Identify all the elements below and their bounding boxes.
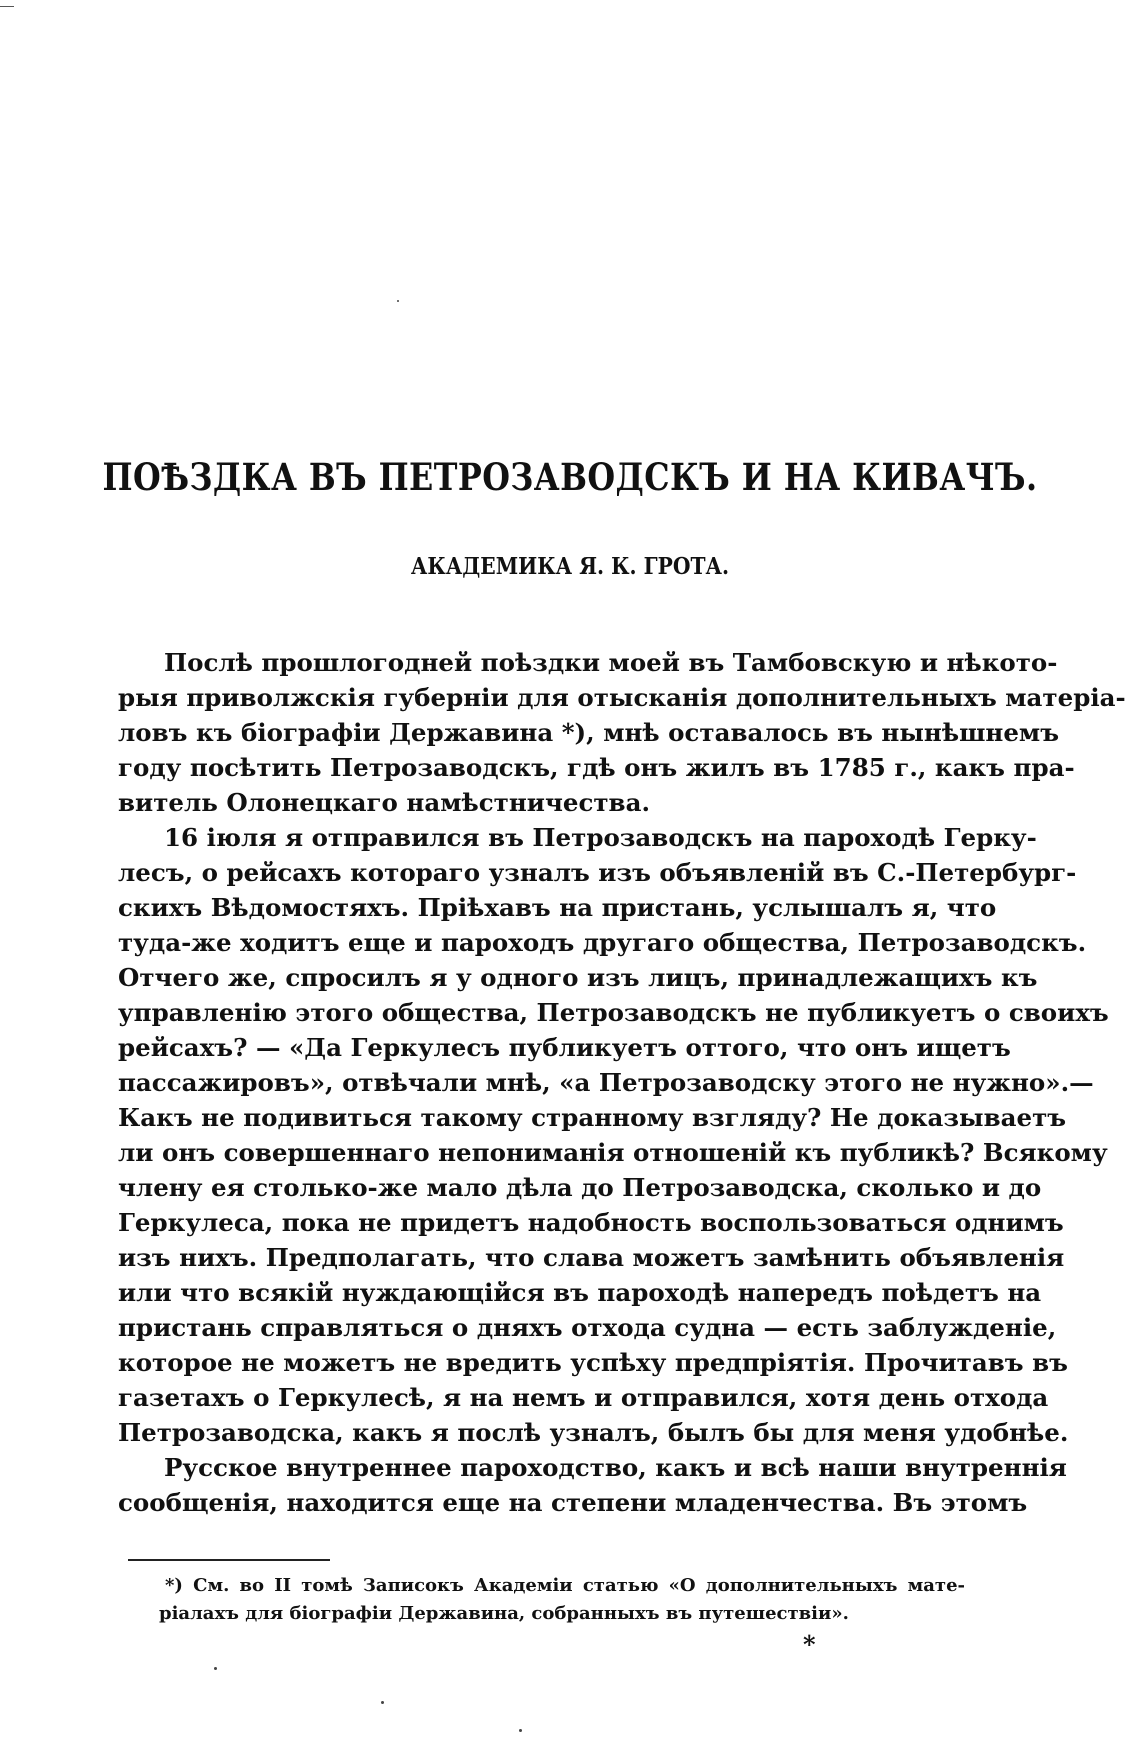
- text-line: туда-же ходитъ еще и пароходъ другаго общества, Петрозаводскъ.: [118, 928, 1087, 957]
- text-line: изъ нихъ. Предполагать, что слава можетъ замѣнить объявленія: [118, 1243, 1065, 1272]
- print-speck: [519, 1729, 522, 1732]
- text-line: Какъ не подивиться такому странному взгляду? Не доказываетъ: [118, 1103, 1067, 1132]
- print-speck: [214, 1667, 217, 1670]
- text-line: Русское внутреннее пароходство, какъ и всѣ наши внутреннія: [164, 1453, 1067, 1482]
- text-line: ли онъ совершеннаго непониманія отношеній къ публикѣ? Всякому: [118, 1138, 1108, 1167]
- text-line: пассажировъ», отвѣчали мнѣ, «а Петрозаводску этого не нужно».—: [118, 1068, 1094, 1097]
- text-line: году посѣтить Петрозаводскъ, гдѣ онъ жилъ въ 1785 г., какъ пра-: [118, 753, 1075, 782]
- text-line: лесъ, о рейсахъ котораго узналъ изъ объявленій въ С.-Петербург-: [118, 858, 1077, 887]
- article-title: ПОѢЗДКА ВЪ ПЕТРОЗАВОДСКЪ И НА КИВАЧЪ.: [102, 455, 1038, 499]
- print-speck: [397, 300, 399, 302]
- text-line: газетахъ о Геркулесѣ, я на немъ и отправился, хотя день отхода: [118, 1383, 1049, 1412]
- text-line: Петрозаводска, какъ я послѣ узналъ, былъ бы для меня удобнѣе.: [118, 1418, 1069, 1447]
- text-line: Послѣ прошлогодней поѣздки моей въ Тамбовскую и нѣкото-: [164, 648, 1058, 677]
- footnote-line: *) См. во II томѣ Записокъ Академіи статью «О дополнительныхъ мате-: [165, 1575, 965, 1596]
- text-line: сообщенія, находится еще на степени младенчества. Въ этомъ: [118, 1488, 1028, 1517]
- text-line: скихъ Вѣдомостяхъ. Пріѣхавъ на пристань, услышалъ я, что: [118, 893, 997, 922]
- corner-mark: [0, 6, 14, 7]
- signature-mark: *: [803, 1630, 816, 1659]
- text-line: члену ея столько-же мало дѣла до Петрозаводска, сколько и до: [118, 1173, 1042, 1202]
- text-line: рыя приволжскія губерніи для отысканія дополнительныхъ матеріа-: [118, 683, 1126, 712]
- text-line: витель Олонецкаго намѣстничества.: [118, 788, 650, 817]
- article-author: АКАДЕМИКА Я. К. ГРОТА.: [410, 553, 730, 580]
- text-line: управленію этого общества, Петрозаводскъ не публикуетъ о своихъ: [118, 998, 1109, 1027]
- article-body: [118, 645, 1126, 1520]
- text-line: или что всякій нуждающійся въ пароходѣ напередъ поѣдетъ на: [118, 1278, 1042, 1307]
- text-line: которое не можетъ не вредить успѣху предпріятія. Прочитавъ въ: [118, 1348, 1068, 1377]
- footnote-line: ріалахъ для біографіи Державина, собранныхъ въ путешествіи».: [159, 1603, 849, 1624]
- text-line: рейсахъ? — «Да Геркулесъ публикуетъ оттого, что онъ ищетъ: [118, 1033, 1011, 1062]
- footnote-divider: [128, 1559, 330, 1561]
- print-speck: [381, 1701, 384, 1704]
- footnotes: [159, 1572, 965, 1628]
- text-line: пристань справляться о дняхъ отхода судна — есть заблужденіе,: [118, 1313, 1057, 1342]
- text-line: Геркулеса, пока не придетъ надобность воспользоваться однимъ: [118, 1208, 1064, 1237]
- text-line: Отчего же, спросилъ я у одного изъ лицъ, принадлежащихъ къ: [118, 963, 1038, 992]
- text-line: ловъ къ біографіи Державина *), мнѣ оставалось въ нынѣшнемъ: [118, 718, 1060, 747]
- text-line: 16 іюля я отправился въ Петрозаводскъ на пароходѣ Герку-: [164, 823, 1037, 852]
